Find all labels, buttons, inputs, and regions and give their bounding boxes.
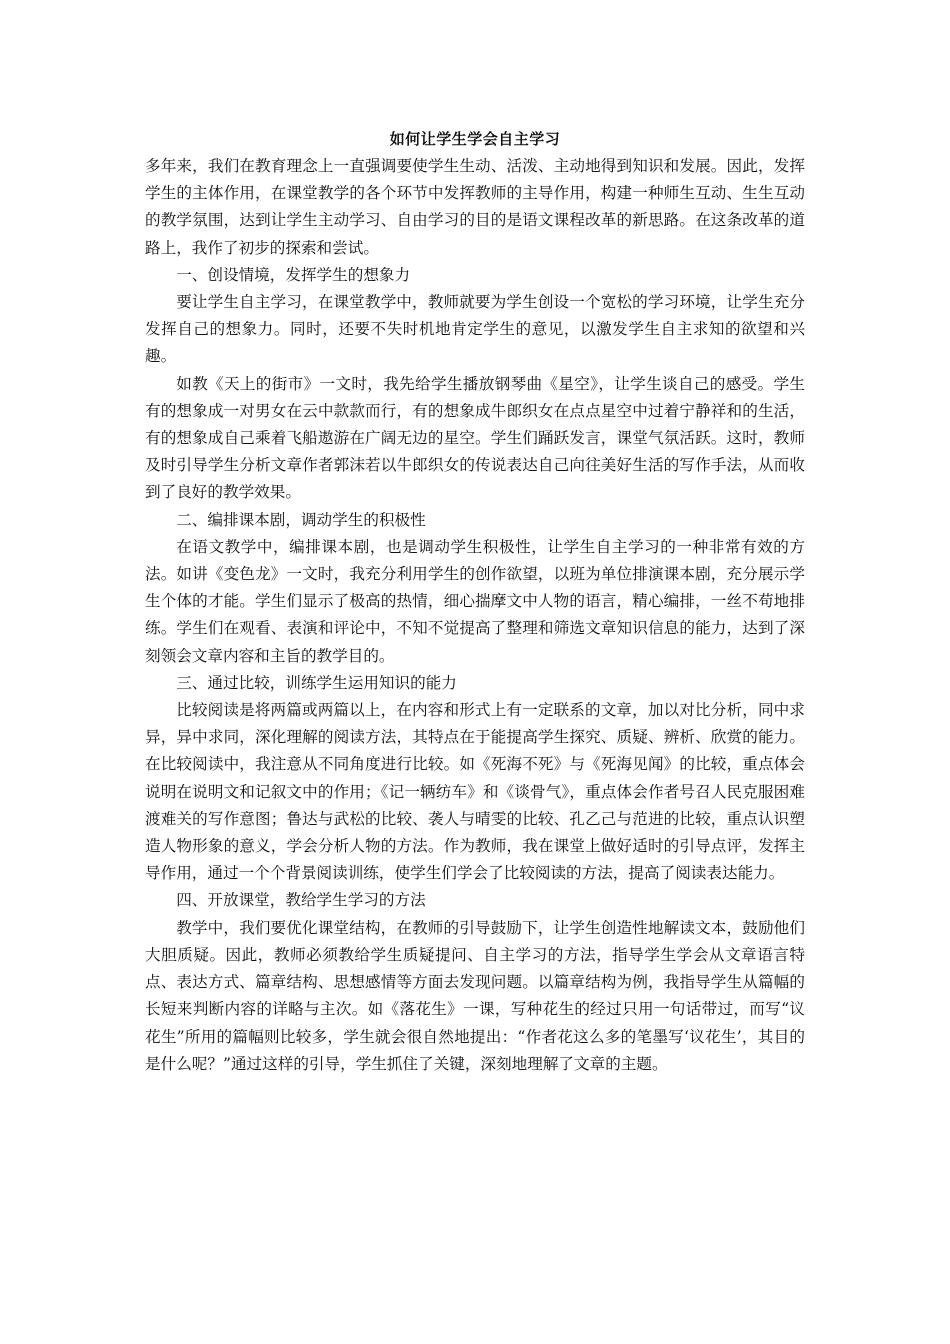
document-page — [145, 125, 805, 1078]
section-3-paragraph-1: 比较阅读是将两篇或两篇以上，在内容和形式上有一定联系的文章，加以对比分析，同中求异，异中求同，深化理解的阅读方法，其特点在于能提高学生探究、质疑、辨析、欣赏的能力。在比较阅读中，我注意从不同角度进行比较。如《死海不死》与《死海见闻》的比较，重点体会说明在说明文和记叙文中的作用；《记一辆纺车》和《谈骨气》，重点体会作者号召人民克服困难渡难关的写作意图；鲁达与武松的比较、袭人与晴雯的比较、孔乙己与范进的比较，重点认识塑造人物形象的意义，学会分析人物的方法。作为教师，我在课堂上做好适时的引导点评，发挥主导作用，通过一个个背景阅读训练，使学生们学会了比较阅读的方法，提高了阅读表达能力。 — [145, 701, 805, 883]
section-4-paragraph-1: 教学中，我们要优化课堂结构，在教师的引导鼓励下，让学生创造性地解读文本，鼓励他们大胆质疑。因此，教师必须教给学生质疑提问、自主学习的方法，指导学生学会从文章语言特点、表达方式、篇章结构、思想感情等方面去发现问题。以篇章结构为例，我指导学生从篇幅的长短来判断内容的详略与主次。如《落花生》一课，写种花生的经过只用一句话带过，而写“议花生”所用的篇幅则比较多，学生就会很自然地提出：“作者花这么多的笔墨写‘议花生’，其目的是什么呢？”通过这样的引导，学生抓住了关键，深刻地理解了文章的主题。 — [145, 918, 805, 1073]
section-1-paragraph-1: 要让学生自主学习，在课堂教学中，教师就要为学生创设一个宽松的学习环境，让学生充分发挥自己的想象力。同时，还要不失时机地肯定学生的意见，以激发学生自主求知的欲望和兴趣。 — [145, 293, 805, 366]
section-heading-4: 四、开放课堂，教给学生学习的方法 — [176, 891, 426, 910]
section-heading-1: 一、创设情境，发挥学生的想象力 — [176, 265, 411, 284]
section-heading-3: 三、通过比较，训练学生运用知识的能力 — [176, 673, 457, 692]
section-heading-2: 二、编排课本剧，调动学生的积极性 — [176, 510, 426, 529]
section-1-paragraph-2: 如教《天上的街市》一文时，我先给学生播放钢琴曲《星空》，让学生谈自己的感受。学生有的想象成一对男女在云中款款而行，有的想象成牛郎织女在点点星空中过着宁静祥和的生活，有的想象成自己乘着飞船遨游在广阔无边的星空。学生们踊跃发言，课堂气氛活跃。这时，教师及时引导学生分析文章作者郭沫若以牛郎织女的传说表达自己向往美好生活的写作手法，从而收到了良好的教学效果。 — [145, 374, 805, 502]
document-title: 如何让学生学会自主学习 — [389, 130, 561, 148]
section-2-paragraph-1: 在语文教学中，编排课本剧，也是调动学生积极性，让学生自主学习的一种非常有效的方法。如讲《变色龙》一文时，我充分利用学生的创作欲望，以班为单位排演课本剧，充分展示学生个体的才能。学生们显示了极高的热情，细心揣摩文中人物的语言，精心编排，一丝不苟地排练。学生们在观看、表演和评论中，不知不觉提高了整理和筛选文章知识信息的能力，达到了深刻领会文章内容和主旨的教学目的。 — [145, 537, 805, 665]
intro-paragraph: 多年来，我们在教育理念上一直强调要使学生生动、活泼、主动地得到知识和发展。因此，发挥学生的主体作用，在课堂教学的各个环节中发挥教师的主导作用，构建一种师生互动、生生互动的教学氛围，达到让学生主动学习、自由学习的目的是语文课程改革的新思路。在这条改革的道路上，我作了初步的探索和尝试。 — [145, 157, 805, 257]
